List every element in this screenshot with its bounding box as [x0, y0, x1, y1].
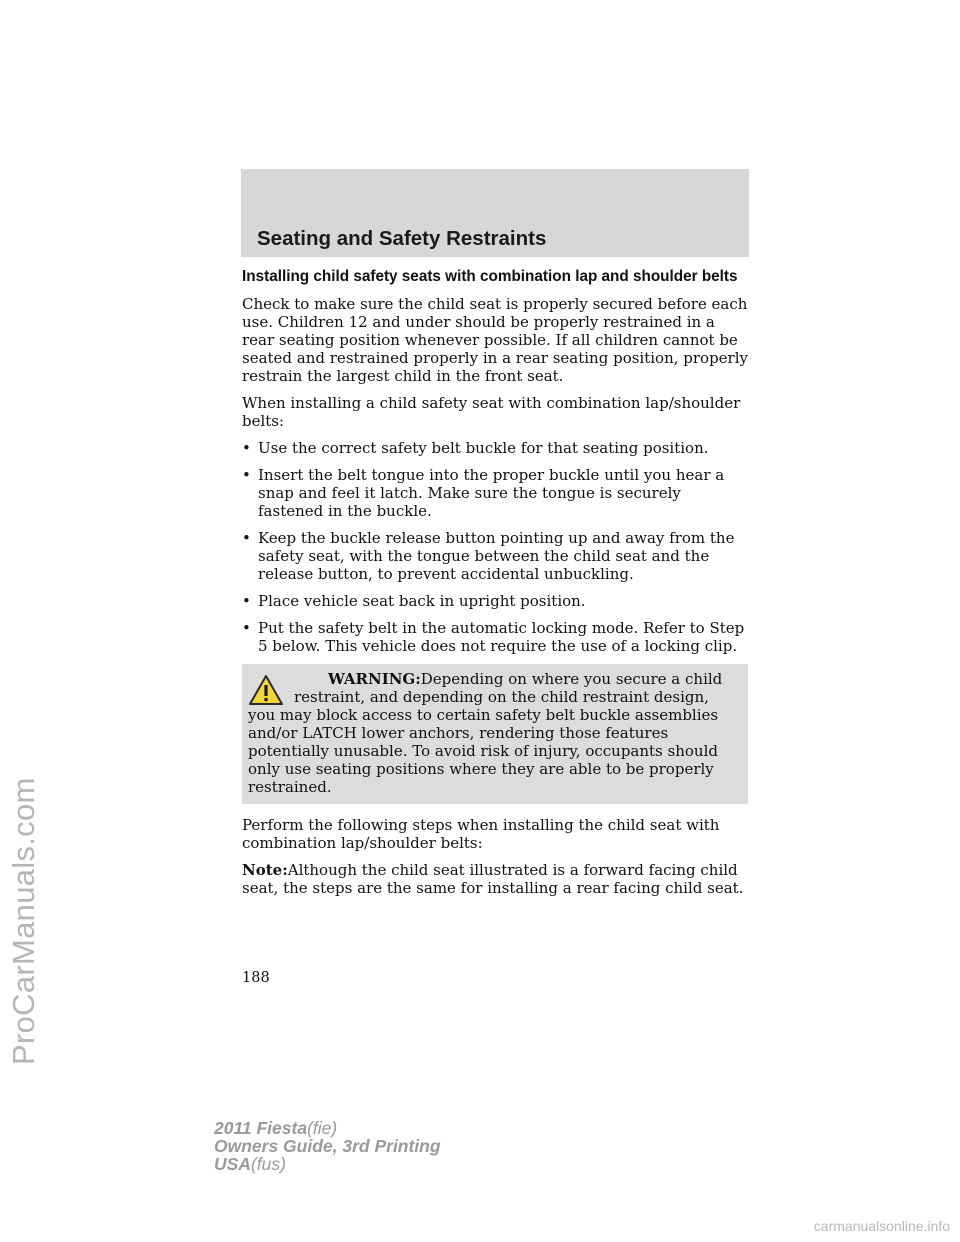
bullet-icon: • — [242, 466, 251, 484]
footer-line-market — [214, 1155, 441, 1173]
page-title: Seating and Safety Restraints — [257, 227, 547, 250]
bottom-watermark: carmanualsonline.info — [813, 1218, 950, 1234]
warning-text: Depending on where you secure a child restraint, and depending on the child restraint design, you may block access to certain safety belt buckle assemblies and/or LATCH lower anchors, rendering those features potentially unusable. To avoid risk of injury, occupants should only use seating positions where they are able to be properly restrained. — [248, 670, 723, 796]
footer-model-code: (fie) — [307, 1118, 338, 1138]
list-item — [242, 529, 748, 583]
warning-box — [242, 664, 748, 804]
note-text: Although the child seat illustrated is a forward facing child seat, the steps are the same for installing a rear facing child seat. — [242, 861, 744, 897]
bullet-icon: • — [242, 619, 251, 637]
list-item-text: Insert the belt tongue into the proper buckle until you hear a snap and feel it latch. Make sure the tongue is securely fastened in the buckle. — [258, 466, 725, 520]
instruction-list — [242, 439, 748, 655]
list-item-text: Put the safety belt in the automatic locking mode. Refer to Step 5 below. This vehicle does not require the use of a locking clip. — [258, 619, 745, 655]
footer-market-code: (fus) — [250, 1154, 286, 1174]
bullet-icon: • — [242, 592, 251, 610]
footer-market: USA — [214, 1154, 251, 1174]
list-item — [242, 439, 748, 457]
section-header-bar — [241, 169, 749, 257]
page-number: 188 — [242, 970, 270, 986]
list-item — [242, 619, 748, 655]
list-item-text: Use the correct safety belt buckle for that seating position. — [258, 439, 709, 457]
note-label: Note: — [242, 861, 288, 879]
steps-intro-paragraph: Perform the following steps when installing the child seat with combination lap/shoulder belts: — [242, 816, 720, 852]
page-content — [242, 268, 748, 906]
lead-in-paragraph: When installing a child safety seat with combination lap/shoulder belts: — [242, 394, 741, 430]
footer-imprint — [214, 1119, 441, 1173]
list-item-text: Place vehicle seat back in upright position. — [258, 592, 586, 610]
list-item — [242, 592, 748, 610]
footer-model: 2011 Fiesta — [214, 1118, 308, 1138]
list-item — [242, 466, 748, 520]
list-item-text: Keep the buckle release button pointing up and away from the safety seat, with the tongue between the child seat and the release button, to prevent accidental unbuckling. — [258, 529, 735, 583]
footer-line-guide — [214, 1137, 441, 1155]
section-heading: Installing child safety seats with combination lap and shoulder belts — [242, 268, 738, 285]
warning-label: WARNING: — [328, 670, 421, 688]
warning-triangle-icon — [248, 674, 284, 706]
footer-guide: Owners Guide, 3rd Printing — [214, 1136, 441, 1156]
side-watermark: ProCarManuals.com — [6, 777, 41, 1065]
intro-paragraph: Check to make sure the child seat is properly secured before each use. Children 12 and under should be properly restrained in a rear seating position whenever possible. If all children cannot be seated and restrained properly in a rear seating position, properly restrain the largest child in the front seat. — [242, 295, 748, 385]
note-paragraph — [242, 861, 748, 897]
footer-line-model — [214, 1119, 441, 1137]
bullet-icon: • — [242, 439, 251, 457]
bullet-icon: • — [242, 529, 251, 547]
